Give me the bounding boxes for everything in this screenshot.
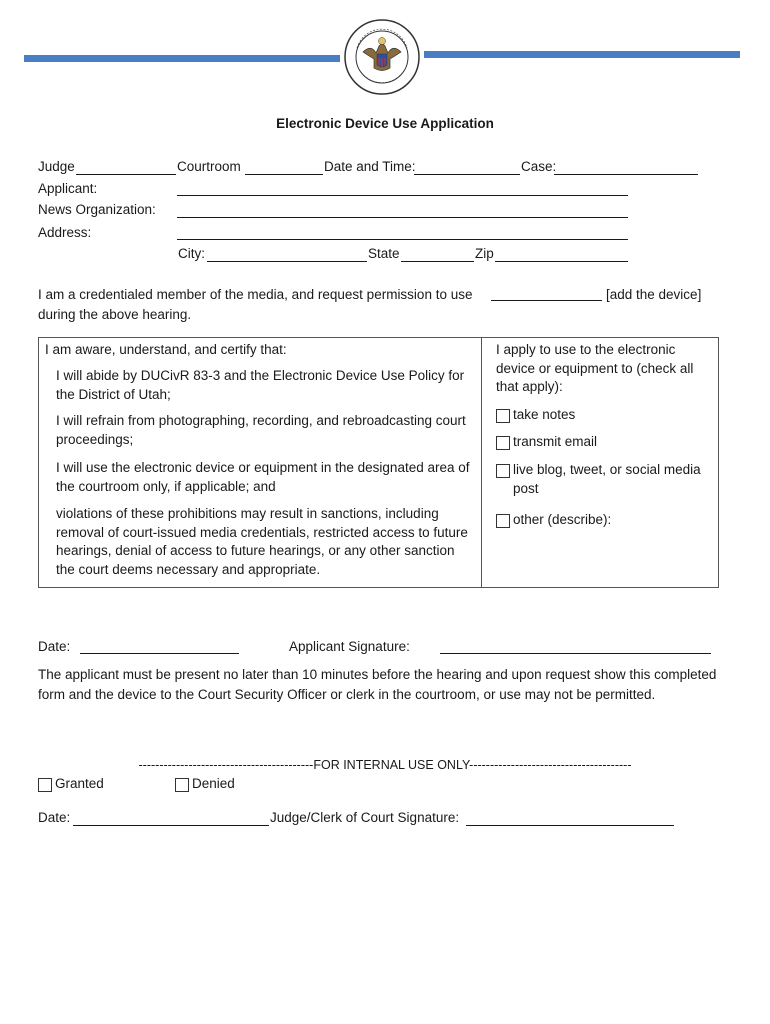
checkbox[interactable] — [496, 514, 510, 528]
applicant-field[interactable] — [177, 195, 628, 196]
certification-table — [38, 337, 719, 588]
date-field[interactable] — [80, 653, 239, 654]
datetime-field[interactable] — [414, 174, 520, 175]
checkbox[interactable] — [496, 436, 510, 450]
date-label: Date: — [38, 639, 71, 654]
address-label: Address: — [38, 225, 92, 240]
option-other[interactable] — [496, 511, 714, 530]
checkbox[interactable] — [496, 409, 510, 423]
zip-field[interactable] — [495, 261, 628, 262]
case-field[interactable] — [554, 174, 698, 175]
datetime-label: Date and Time: — [324, 159, 416, 174]
judge-field[interactable] — [76, 174, 176, 175]
internal-date-field[interactable] — [73, 825, 269, 826]
certify-item: I will use the electronic device or equipment in the designated area of the courtroom only, if applicable; and — [56, 460, 470, 494]
certify-item: violations of these prohibitions may result in sanctions, including removal of court-issued media credentials, restricted access to future hearings, denial of access to future hearings, or any other sanction the court deems necessary and appropriate. — [56, 506, 468, 577]
option-live-blog[interactable] — [496, 461, 714, 498]
header-bar-left — [24, 55, 340, 62]
city-field[interactable] — [207, 261, 367, 262]
judge-label: Judge — [38, 159, 75, 174]
city-label: City: — [178, 246, 205, 261]
address-field[interactable] — [177, 239, 628, 240]
checkbox[interactable] — [496, 464, 510, 478]
courtroom-label: Courtroom — [177, 159, 241, 174]
news-organization-label: News Organization: — [38, 202, 156, 217]
table-divider — [481, 338, 482, 587]
denied-label: Denied — [192, 776, 235, 791]
applicant-signature-label: Applicant Signature: — [289, 639, 410, 654]
header-bar-right — [424, 51, 740, 58]
case-label: Case: — [521, 159, 557, 174]
apply-heading: I apply to use to the electronic device or equipment to (check all that apply): — [496, 342, 694, 394]
page-title: Electronic Device Use Application — [276, 116, 494, 131]
checkbox[interactable] — [175, 778, 189, 792]
internal-use-banner: ------------------------------------------FOR INTERNAL USE ONLY--------------------------------------- — [138, 758, 632, 772]
checkbox[interactable] — [38, 778, 52, 792]
option-transmit-email[interactable] — [496, 433, 714, 452]
applicant-signature-field[interactable] — [440, 653, 711, 654]
news-organization-field[interactable] — [177, 217, 628, 218]
state-field[interactable] — [401, 261, 474, 262]
applicant-label: Applicant: — [38, 181, 98, 196]
certify-heading: I am aware, understand, and certify that: — [45, 342, 287, 357]
judge-signature-label: Judge/Clerk of Court Signature: — [270, 810, 460, 825]
internal-date-label: Date: — [38, 810, 71, 825]
option-label: transmit email — [513, 434, 598, 449]
device-field[interactable] — [491, 300, 602, 301]
denied-option[interactable] — [175, 775, 235, 793]
granted-label: Granted — [55, 776, 104, 791]
zip-label: Zip — [475, 246, 494, 261]
request-statement-line2: during the above hearing. — [38, 307, 192, 322]
granted-option[interactable] — [38, 775, 104, 793]
option-label: other (describe): — [513, 512, 612, 527]
add-device-hint: [add the device] — [606, 287, 702, 302]
certify-item: I will abide by DUCivR 83-3 and the Electronic Device Use Policy for the District of Utah; — [56, 368, 465, 402]
courtroom-field[interactable] — [245, 174, 323, 175]
option-label: live blog, tweet, or social media post — [513, 462, 701, 496]
notice-paragraph: The applicant must be present no later than 10 minutes before the hearing and upon request show this completed form and the device to the Court Security Officer or clerk in the courtroom, or use may not be permitted. — [38, 667, 717, 702]
state-label: State — [368, 246, 400, 261]
court-seal-logo — [343, 18, 421, 96]
option-label: take notes — [513, 407, 576, 422]
request-statement: I am a credentialed member of the media, and request permission to use — [38, 287, 473, 302]
option-take-notes[interactable] — [496, 406, 714, 425]
certify-item: I will refrain from photographing, recording, and rebroadcasting court proceedings; — [56, 413, 466, 447]
judge-signature-field[interactable] — [466, 825, 674, 826]
